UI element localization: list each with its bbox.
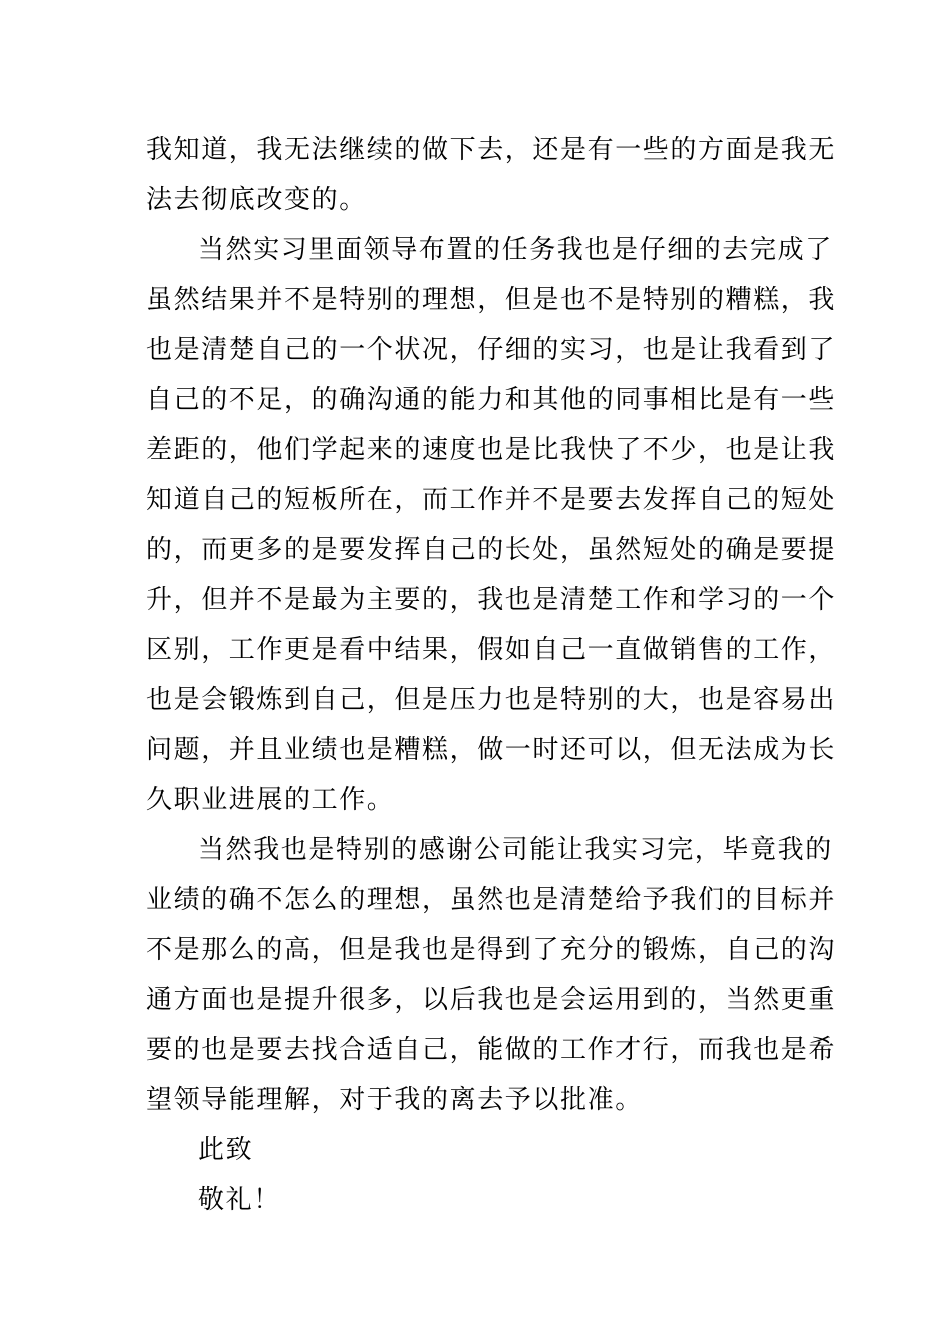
closing-regards: 敬礼！ — [198, 1185, 281, 1215]
text-line: 不是那么的高，但是我也是得到了充分的锻炼，自己的沟 — [146, 935, 837, 965]
text-line: 差距的，他们学起来的速度也是比我快了不少，也是让我 — [146, 435, 837, 465]
closing-salutation: 此致 — [198, 1135, 254, 1165]
text-line: 法去彻底改变的。 — [146, 185, 367, 215]
paragraph-start-line: 当然实习里面领导布置的任务我也是仔细的去完成了 — [198, 235, 833, 265]
text-line: 自己的不足，的确沟通的能力和其他的同事相比是有一些 — [146, 385, 837, 415]
text-line: 望领导能理解，对于我的离去予以批准。 — [146, 1085, 643, 1115]
text-line: 也是会锻炼到自己，但是压力也是特别的大，也是容易出 — [146, 685, 837, 715]
text-line: 我知道，我无法继续的做下去，还是有一些的方面是我无 — [146, 135, 837, 165]
text-line: 也是清楚自己的一个状况，仔细的实习，也是让我看到了 — [146, 335, 837, 365]
text-line: 久职业进展的工作。 — [146, 785, 395, 815]
text-line: 问题，并且业绩也是糟糕，做一时还可以，但无法成为长 — [146, 735, 837, 765]
paragraph-start-line: 当然我也是特别的感谢公司能让我实习完，毕竟我的 — [198, 835, 833, 865]
text-line: 虽然结果并不是特别的理想，但是也不是特别的糟糕，我 — [146, 285, 837, 315]
text-line: 业绩的确不怎么的理想，虽然也是清楚给予我们的目标并 — [146, 885, 837, 915]
text-line: 通方面也是提升很多，以后我也是会运用到的，当然更重 — [146, 985, 837, 1015]
text-line: 要的也是要去找合适自己，能做的工作才行，而我也是希 — [146, 1035, 837, 1065]
text-line: 知道自己的短板所在，而工作并不是要去发挥自己的短处 — [146, 485, 837, 515]
text-line: 升，但并不是最为主要的，我也是清楚工作和学习的一个 — [146, 585, 837, 615]
text-line: 区别，工作更是看中结果，假如自己一直做销售的工作， — [146, 635, 837, 665]
text-line: 的，而更多的是要发挥自己的长处，虽然短处的确是要提 — [146, 535, 837, 565]
